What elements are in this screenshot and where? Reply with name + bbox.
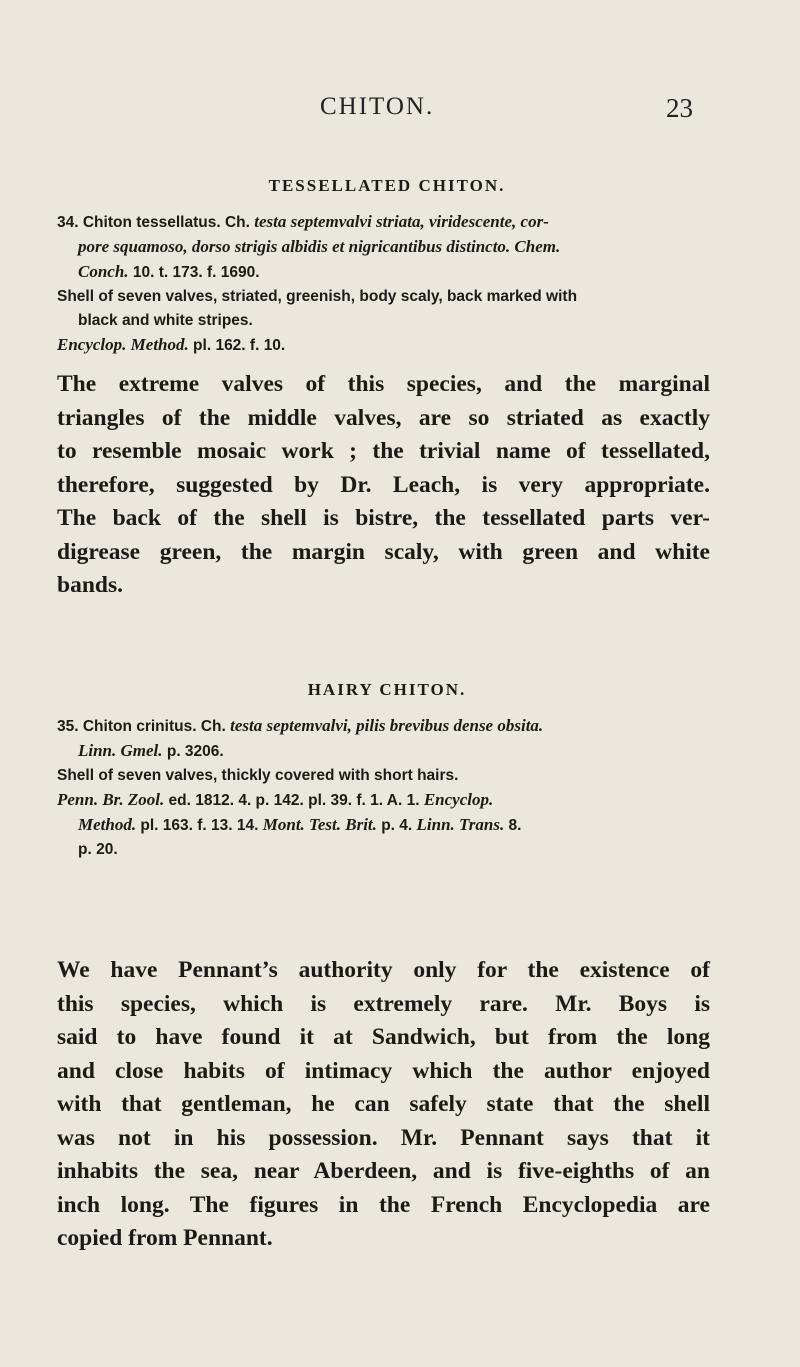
species-entry xyxy=(57,210,717,358)
body-line: digrease green, the margin scaly, with green and white xyxy=(57,538,710,565)
body-line: triangles of the middle valves, are so striated as exactly xyxy=(57,404,710,431)
roman-text: 10. t. 173. f. 1690. xyxy=(128,264,260,281)
roman-text: 8. xyxy=(504,817,522,834)
section-body-text xyxy=(57,954,710,1256)
entry-line xyxy=(57,309,717,333)
entry-line xyxy=(57,813,717,838)
species-entry xyxy=(57,714,717,862)
section-hairy-chiton xyxy=(57,680,717,862)
roman-text: 35. Chiton crinitus. Ch. xyxy=(57,718,231,735)
italic-text: Encyclop. xyxy=(423,790,494,809)
entry-line xyxy=(57,235,717,260)
running-head xyxy=(0,93,800,133)
body-paragraph xyxy=(57,954,710,1256)
italic-text: testa septemvalvi, pilis brevibus dense obsita. xyxy=(230,716,544,735)
italic-text: testa septemvalvi striata, viridescente, cor- xyxy=(254,212,549,231)
body-line: this species, which is extremely rare. Mr. Boys is xyxy=(57,990,710,1017)
entry-line xyxy=(57,739,717,764)
roman-text: Shell of seven valves, striated, greenish, body scaly, back marked with xyxy=(57,288,578,305)
body-line: We have Pennant’s authority only for the existence of xyxy=(57,957,710,983)
section-title: HAIRY CHITON. xyxy=(307,680,467,699)
section-tessellated-chiton xyxy=(57,176,717,358)
body-line: The extreme valves of this species, and the marginal xyxy=(57,371,710,397)
italic-text: pore squamoso, dorso strigis albidis et nigricantibus distincto. Chem. xyxy=(78,237,561,256)
body-line: said to have found it at Sandwich, but from the long xyxy=(57,1024,710,1050)
body-line: The back of the shell is bistre, the tessellated parts ver- xyxy=(57,505,710,531)
roman-text: pl. 163. f. 13. 14. xyxy=(136,817,263,834)
body-line: to resemble mosaic work ; the trivial name of tessellated, xyxy=(57,438,710,464)
roman-text: p. 3206. xyxy=(162,743,224,760)
entry-line xyxy=(57,260,717,285)
entry-line xyxy=(57,333,717,358)
body-line: inch long. The figures in the French Encyclopedia are xyxy=(57,1191,710,1218)
body-line: bands. xyxy=(57,572,123,598)
roman-text: Shell of seven valves, thickly covered with short hairs. xyxy=(57,767,459,784)
roman-text: black and white stripes. xyxy=(78,312,253,329)
italic-text: Conch. xyxy=(78,262,129,281)
body-line: with that gentleman, he can safely state that the shell xyxy=(57,1091,710,1117)
entry-line xyxy=(57,285,717,309)
entry-line xyxy=(57,210,717,235)
roman-text: ed. 1812. 4. p. 142. pl. 39. f. 1. A. 1. xyxy=(164,792,424,809)
body-line: copied from Pennant. xyxy=(57,1225,273,1251)
entry-line xyxy=(57,788,717,813)
entry-line xyxy=(57,838,717,862)
section-body-text xyxy=(57,368,710,603)
italic-text: Penn. Br. Zool. xyxy=(57,790,165,809)
italic-text: Encyclop. Method. xyxy=(57,335,189,354)
running-title: CHITON. xyxy=(320,93,435,120)
roman-text: 34. Chiton tessellatus. Ch. xyxy=(57,214,255,231)
entry-line xyxy=(57,764,717,788)
body-paragraph xyxy=(57,368,710,603)
body-line: inhabits the sea, near Aberdeen, and is five-eighths of an xyxy=(57,1158,710,1184)
italic-text: Method. xyxy=(78,815,137,834)
italic-text: Mont. Test. Brit. xyxy=(262,815,377,834)
body-line: and close habits of intimacy which the author enjoyed xyxy=(57,1057,710,1084)
roman-text: pl. 162. f. 10. xyxy=(188,337,286,354)
section-title: TESSELLATED CHITON. xyxy=(268,176,506,195)
body-line: was not in his possession. Mr. Pennant says that it xyxy=(57,1124,710,1151)
page-number: 23 xyxy=(666,93,693,123)
italic-text: Linn. Trans. xyxy=(416,815,505,834)
roman-text: p. 20. xyxy=(78,841,118,858)
body-line: therefore, suggested by Dr. Leach, is very appropriate. xyxy=(57,471,710,498)
italic-text: Linn. Gmel. xyxy=(78,741,163,760)
roman-text: p. 4. xyxy=(376,817,417,834)
entry-line xyxy=(57,714,717,739)
